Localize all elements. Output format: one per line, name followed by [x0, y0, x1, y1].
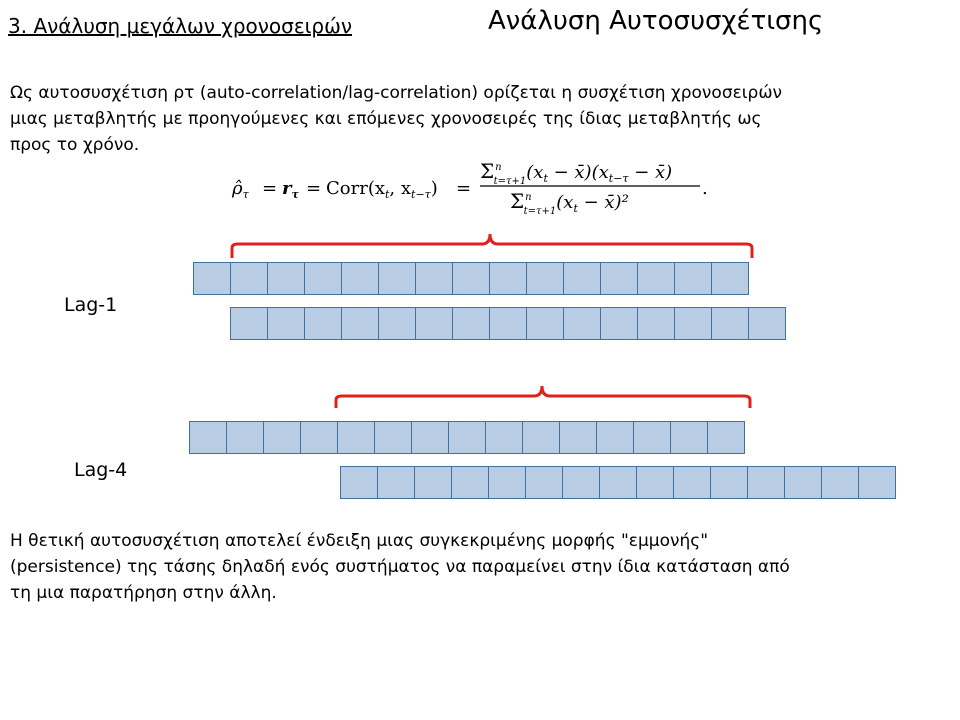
observation-cell	[337, 421, 375, 454]
observation-cell	[599, 466, 637, 499]
autocorrelation-formula	[228, 158, 718, 216]
observation-cell	[378, 262, 416, 295]
observation-cell	[485, 421, 523, 454]
formula-r: $r_\tau$	[282, 178, 299, 201]
observation-cell	[600, 307, 638, 340]
section-title: 3. Ανάλυση μεγάλων χρονοσειρών	[8, 14, 353, 38]
observation-cell	[267, 262, 305, 295]
observation-cell	[636, 466, 674, 499]
lag4-bottom-row	[340, 466, 895, 499]
observation-cell	[637, 307, 675, 340]
observation-cell	[821, 466, 859, 499]
observation-cell	[559, 421, 597, 454]
observation-cell	[525, 466, 563, 499]
observation-cell	[488, 466, 526, 499]
observation-cell	[377, 466, 415, 499]
observation-cell	[747, 466, 785, 499]
formula-rho: $\rhô_\tau$	[232, 178, 249, 201]
observation-cell	[522, 421, 560, 454]
observation-cell	[304, 307, 342, 340]
observation-cell	[300, 421, 338, 454]
observation-cell	[600, 262, 638, 295]
observation-cell	[452, 262, 490, 295]
formula-corr: $Corr(x_t$, $x_{t-\tau}$)	[326, 178, 438, 201]
conclusion-line: Η θετική αυτοσυσχέτιση αποτελεί ένδειξη μιας συγκεκριμένης μορφής "εμμονής"	[10, 531, 709, 551]
observation-cell	[263, 421, 301, 454]
observation-cell	[562, 466, 600, 499]
observation-cell	[340, 466, 378, 499]
observation-cell	[193, 262, 231, 295]
lag1-brace-path	[232, 234, 752, 258]
observation-cell	[489, 262, 527, 295]
lag4-top-row	[189, 421, 744, 454]
observation-cell	[189, 421, 227, 454]
observation-cell	[633, 421, 671, 454]
observation-cell	[267, 307, 305, 340]
observation-cell	[784, 466, 822, 499]
observation-cell	[341, 262, 379, 295]
formula-eq2: =	[306, 178, 322, 199]
conclusion-paragraph	[10, 528, 790, 606]
intro-paragraph	[10, 80, 782, 158]
observation-cell	[673, 466, 711, 499]
slide-title: Ανάλυση Αυτοσυσχέτισης	[488, 6, 824, 36]
formula-numerator: $\Sigma^n$ $t=\tau+1(x_t$ − $x̄)(x_{t-\tau}$ − x̄)	[480, 159, 673, 187]
lag1-brace	[228, 230, 756, 260]
observation-cell	[414, 466, 452, 499]
lag1-bottom-row	[230, 307, 785, 340]
lag1-top-row	[193, 262, 748, 295]
observation-cell	[374, 421, 412, 454]
observation-cell	[451, 466, 489, 499]
observation-cell	[707, 421, 745, 454]
observation-cell	[526, 307, 564, 340]
observation-cell	[230, 307, 268, 340]
observation-cell	[452, 307, 490, 340]
observation-cell	[748, 307, 786, 340]
observation-cell	[858, 466, 896, 499]
formula-denominator: $\Sigma^n$ $t=\tau+1(x_t$ − x̄)²	[510, 189, 629, 217]
observation-cell	[637, 262, 675, 295]
observation-cell	[489, 307, 527, 340]
observation-cell	[711, 307, 749, 340]
observation-cell	[304, 262, 342, 295]
lag4-brace	[332, 382, 754, 412]
observation-cell	[670, 421, 708, 454]
observation-cell	[411, 421, 449, 454]
conclusion-line: (persistence) της τάσης δηλαδή ενός συστήματος να παραμείνει στην ίδια κατάσταση από	[10, 557, 790, 577]
observation-cell	[415, 262, 453, 295]
intro-line: προς το χρόνο.	[10, 135, 140, 155]
observation-cell	[415, 307, 453, 340]
lag4-label: Lag-4	[74, 459, 128, 481]
observation-cell	[711, 262, 749, 295]
observation-cell	[563, 307, 601, 340]
observation-cell	[378, 307, 416, 340]
formula-period: .	[702, 178, 708, 199]
observation-cell	[674, 307, 712, 340]
observation-cell	[448, 421, 486, 454]
observation-cell	[230, 262, 268, 295]
formula-eq3: =	[456, 178, 472, 199]
observation-cell	[674, 262, 712, 295]
observation-cell	[226, 421, 264, 454]
intro-line: μιας μεταβλητής με προηγούμενες και επόμενες χρονοσειρές της ίδιας μεταβλητής ως	[10, 109, 762, 129]
lag1-label: Lag-1	[64, 294, 118, 316]
formula-eq1: =	[262, 178, 278, 199]
conclusion-line: τη μια παρατήρηση στην άλλη.	[10, 583, 277, 603]
lag4-brace-path	[336, 386, 750, 408]
observation-cell	[710, 466, 748, 499]
observation-cell	[526, 262, 564, 295]
observation-cell	[596, 421, 634, 454]
observation-cell	[563, 262, 601, 295]
observation-cell	[341, 307, 379, 340]
intro-line: Ως αυτοσυσχέτιση ρτ (auto-correlation/lag-correlation) ορίζεται η συσχέτιση χρονοσειρών	[10, 83, 783, 103]
